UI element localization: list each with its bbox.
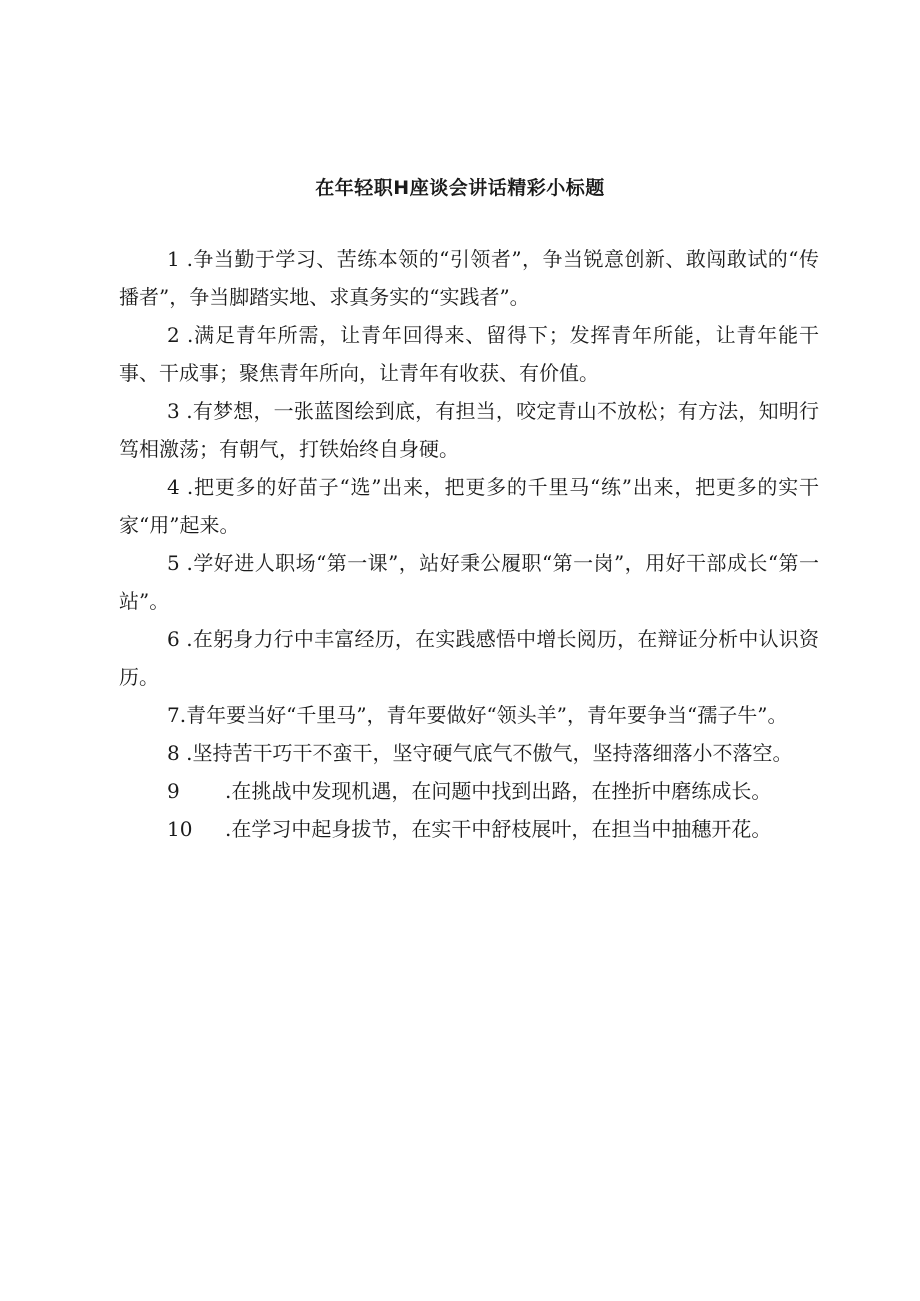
item-text: .在躬身力行中丰富经历，在实践感悟中增长阅历，在辩证分析中认识资历。 [119,627,819,689]
list-item-9 [119,772,819,810]
list-item-7 [119,696,819,734]
item-list [119,240,819,848]
item-number: 6 [167,627,180,651]
item-number: 9 [167,779,180,803]
list-item-4 [119,468,819,544]
item-number: 10 [167,817,193,841]
item-number: 8 [167,741,180,765]
list-item-5 [119,544,819,620]
list-item-2 [119,316,819,392]
list-item-8 [119,734,819,772]
list-item-1 [119,240,819,316]
item-number: 1 [167,247,180,271]
list-item-3 [119,392,819,468]
document-title: 在年轻职H座谈会讲话精彩小标题 [315,177,605,199]
item-text: .有梦想，一张蓝图绘到底，有担当，咬定青山不放松；有方法，知明行笃相激荡；有朝气，打铁始终自身硬。 [119,399,819,461]
item-text: .学好进人职场“第一课”，站好秉公履职“第一岗”，用好干部成长“第一站”。 [119,551,819,613]
item-number: 3 [167,399,180,423]
item-number: 4 [167,475,180,499]
item-text: .在挑战中发现机遇，在问题中找到出路，在挫折中磨练成长。 [225,779,772,803]
item-text: .争当勤于学习、苦练本领的“引领者”，争当锐意创新、敢闯敢试的“传播者”，争当脚踏实地、求真务实的“实践者”。 [119,247,819,309]
item-number: 7 [167,703,180,727]
list-item-6 [119,620,819,696]
item-text: .坚持苦干巧干不蛮干，坚守硬气底气不傲气，坚持落细落小不落空。 [179,741,793,765]
item-text: .在学习中起身拔节，在实干中舒枝展叶，在担当中抽穗开花。 [225,817,772,841]
item-number: 5 [167,551,180,575]
item-number: 2 [167,323,180,347]
item-text: .满足青年所需，让青年回得来、留得下；发挥青年所能，让青年能干事、干成事；聚焦青年所向，让青年有收获、有价值。 [119,323,819,385]
list-item-10 [119,810,819,848]
item-text: .青年要当好“千里马”，青年要做好“领头羊”，青年要争当“孺子牛”。 [179,703,788,727]
item-text: .把更多的好苗子“选”出来，把更多的千里马“练”出来，把更多的实干家“用”起来。 [119,475,819,537]
